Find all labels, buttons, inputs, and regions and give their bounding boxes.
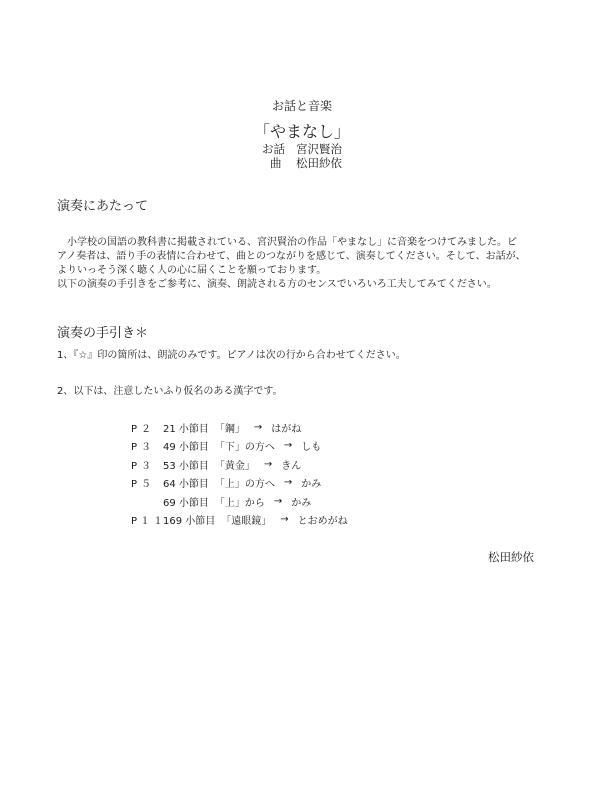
credit-music xyxy=(262,156,342,170)
page-ref: P３ xyxy=(131,460,156,472)
credit-role: お話 xyxy=(262,142,285,156)
reading-row xyxy=(131,437,348,456)
measure-ref: 69 小節目 xyxy=(163,497,209,509)
furigana-reading: しも xyxy=(301,442,322,454)
reading-row xyxy=(131,418,348,437)
intro-line: アノ奏者は、語り手の表情に合わせて、曲とのつながりを感じて、演奏してください。そして、お話が、 xyxy=(57,251,526,262)
measure-ref: 53 小節目 xyxy=(163,460,209,472)
page-ref: P１１ xyxy=(131,516,167,528)
furigana-reading: とおめがね xyxy=(297,516,348,528)
credit-role: 曲 xyxy=(270,156,282,170)
intro-line: 以下の演奏の手引きをご参考に、演奏、朗読される方のセンスでいろいろ工夫してみてください。 xyxy=(57,279,497,290)
reading-row xyxy=(131,474,348,493)
arrow-icon: → xyxy=(273,495,283,507)
kanji-word: 「上」の方へ xyxy=(214,479,275,491)
arrow-icon: → xyxy=(280,514,289,526)
page-ref: P５ xyxy=(131,479,156,491)
main-title: 「やまなし」 xyxy=(253,122,350,141)
composer-signature: 松田紗依 xyxy=(488,550,534,564)
credits xyxy=(262,142,342,170)
series-title: お話と音楽 xyxy=(271,99,332,113)
page-ref: P３ xyxy=(131,442,156,454)
measure-ref: 64 小節目 xyxy=(163,479,209,491)
intro-line: 小学校の国語の教科書に掲載されている、宮沢賢治の作品「やまなし」に音楽をつけてみました。ピ xyxy=(57,237,517,248)
reading-row xyxy=(131,511,348,530)
reading-row xyxy=(131,492,348,511)
measure-ref: 21 小節目 xyxy=(163,423,209,435)
furigana-reading: かみ xyxy=(301,479,322,491)
intro-line: よりいっそう深く聴く人の心に届くことを願っております。 xyxy=(57,265,327,276)
furigana-reading: かみ xyxy=(291,497,312,509)
arrow-icon: → xyxy=(263,458,273,470)
kanji-word: 「上」から xyxy=(214,497,265,509)
kanji-word: 「黄金」 xyxy=(214,460,255,472)
intro-heading: 演奏にあたって xyxy=(57,199,149,214)
credit-name: 松田紗依 xyxy=(296,156,342,170)
guide-heading: 演奏の手引き＊ xyxy=(57,326,149,341)
furigana-reading: きん xyxy=(281,460,302,472)
arrow-icon: → xyxy=(253,421,263,433)
intro-text xyxy=(57,236,553,292)
furigana-reading: はがね xyxy=(271,423,302,435)
guide-item-1: 1、『☆』印の箇所は、朗読のみです。ピアノは次の行から合わせてください。 xyxy=(57,350,406,361)
guide-item-2: 2、以下は、注意したいふり仮名のある漢字です。 xyxy=(57,386,283,397)
credit-story xyxy=(262,142,342,156)
kanji-word: 「下」の方へ xyxy=(214,442,275,454)
reading-row xyxy=(131,455,348,474)
reading-list xyxy=(131,418,348,529)
page-ref: P２ xyxy=(131,423,156,435)
measure-ref: 169 小節目 xyxy=(163,516,216,528)
arrow-icon: → xyxy=(283,477,293,489)
measure-ref: 49 小節目 xyxy=(163,442,209,454)
kanji-word: 「鋼」 xyxy=(214,423,245,435)
kanji-word: 「遠眼鏡」 xyxy=(221,516,272,528)
arrow-icon: → xyxy=(283,440,293,452)
credit-name: 宮沢賢治 xyxy=(296,142,342,156)
